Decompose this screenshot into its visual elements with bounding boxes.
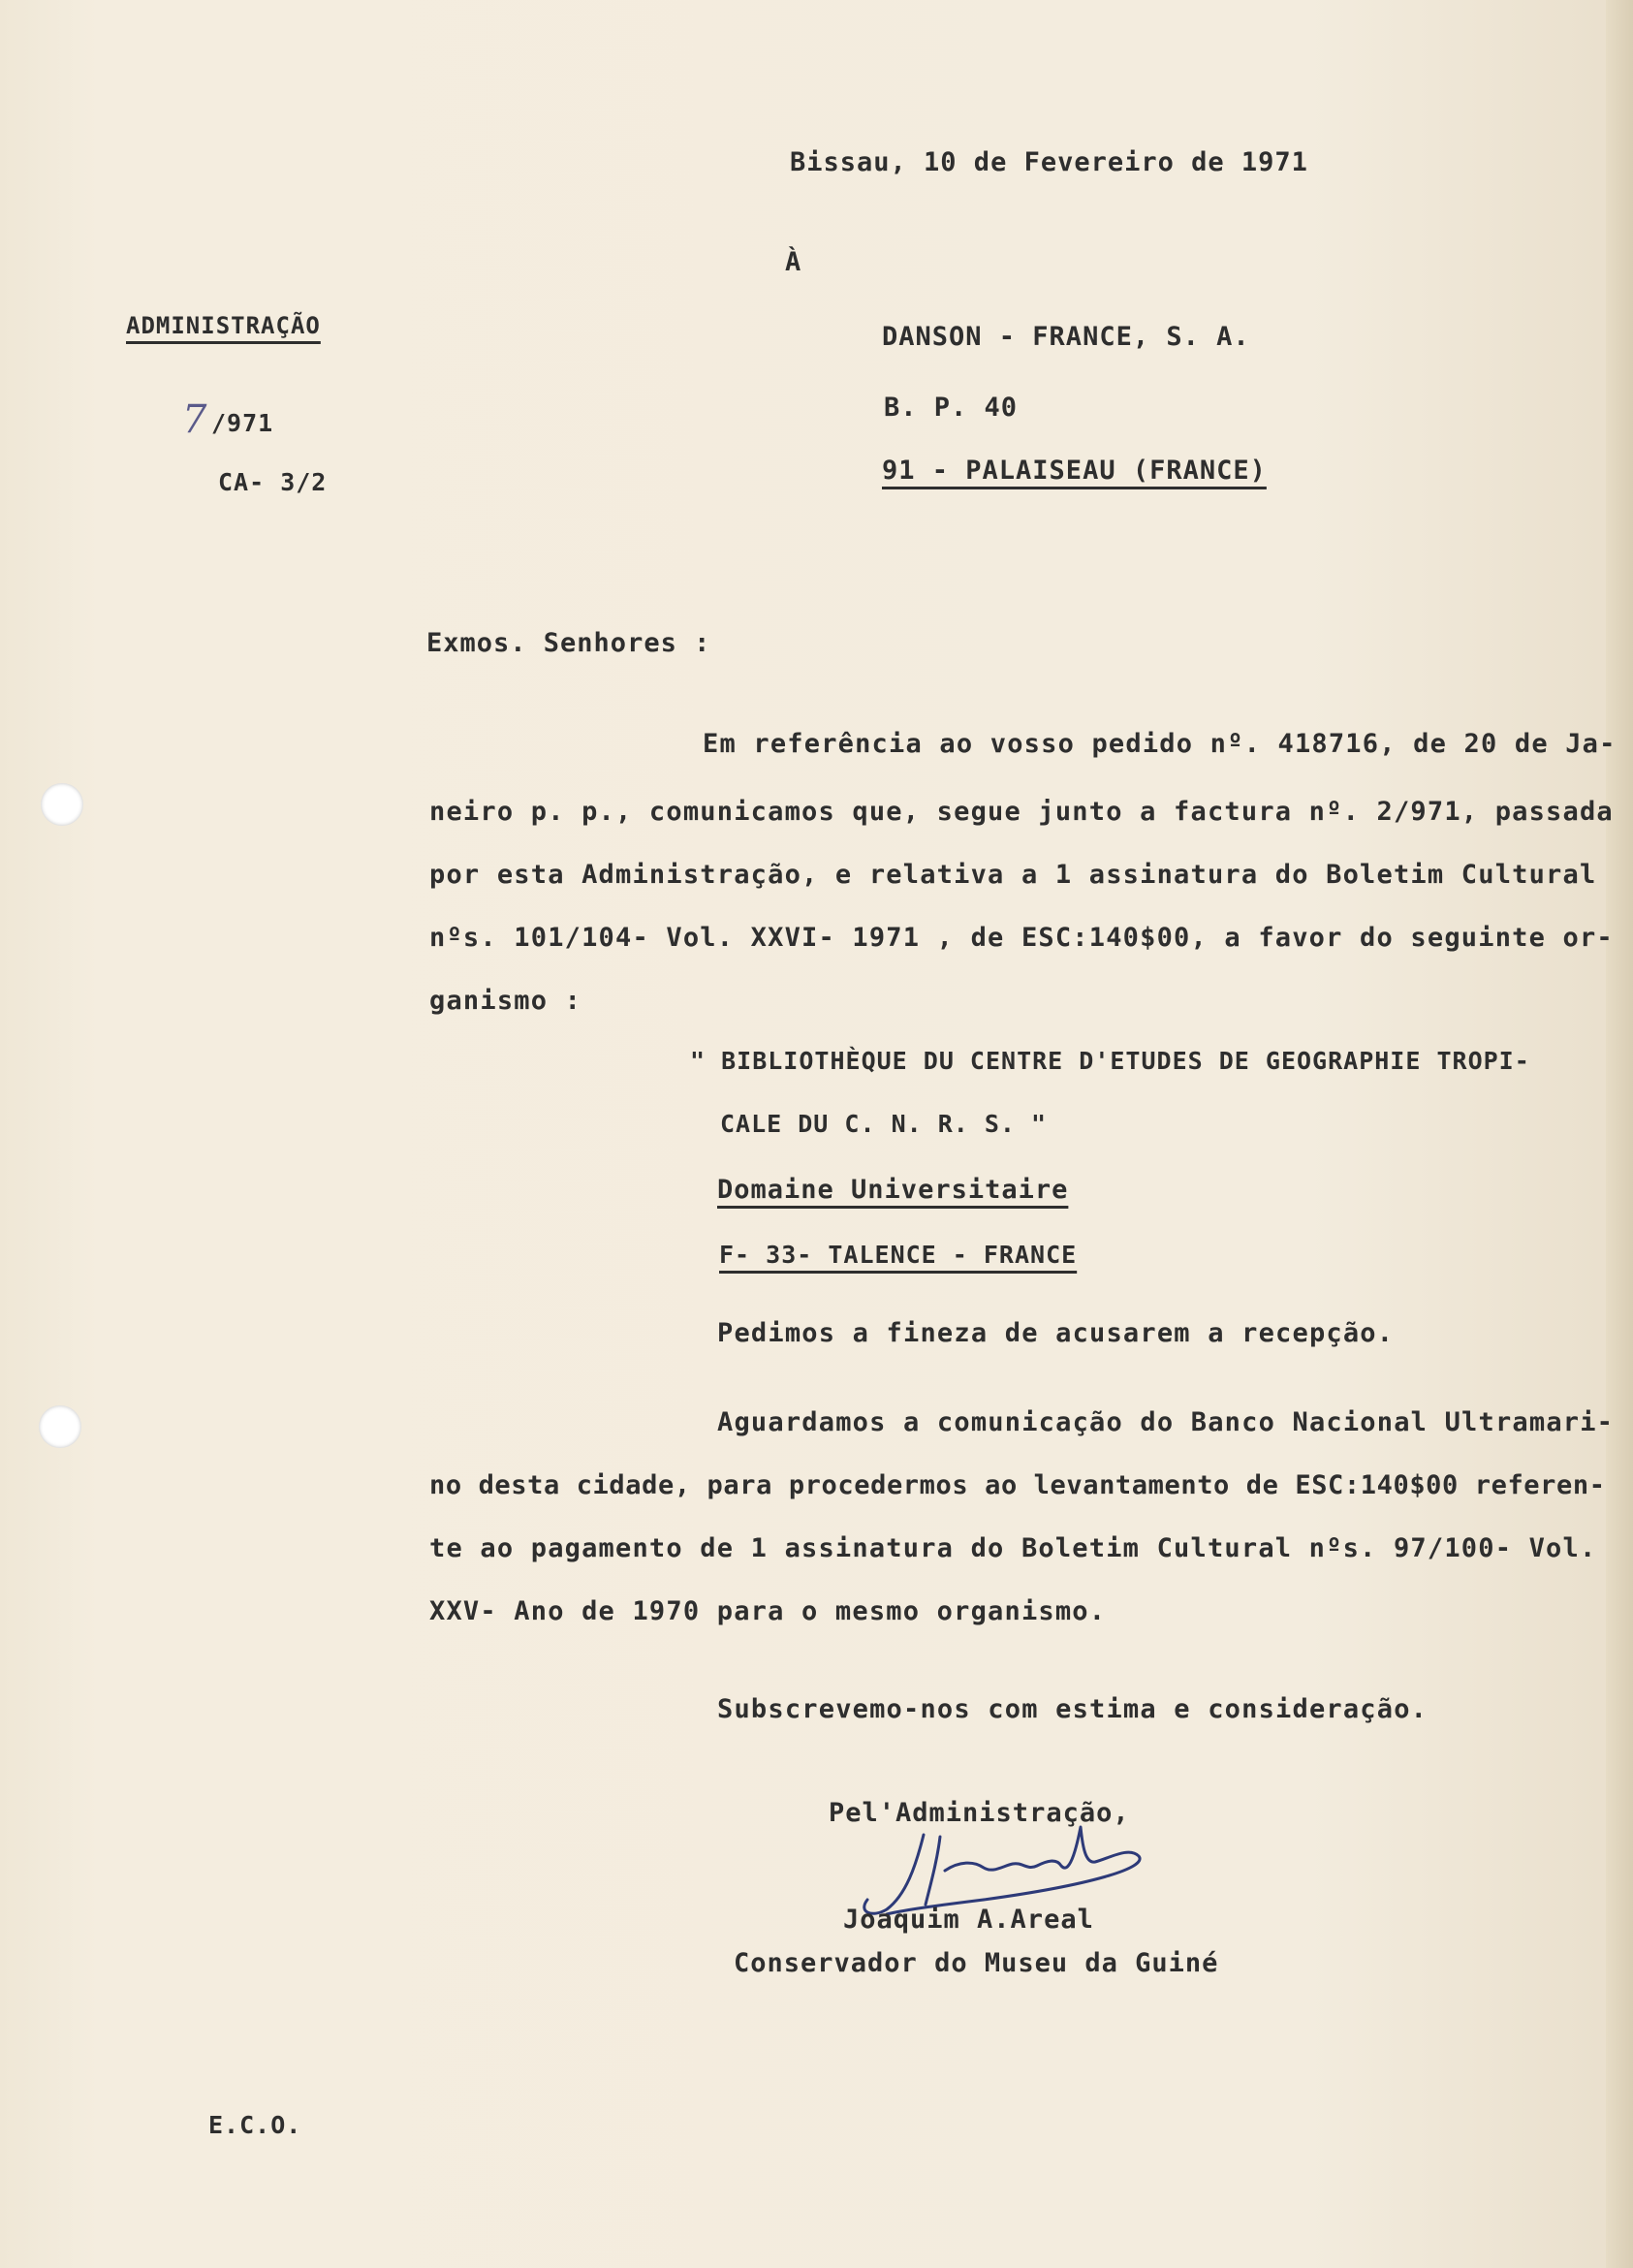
paragraph3-line: te ao pagamento de 1 assinatura do Boletim Cultural nºs. 97/100- Vol. [429, 1533, 1597, 1563]
paragraph3-line: no desta cidade, para procedermos ao levantamento de ESC:140$00 referen- [429, 1470, 1606, 1500]
page-edge [1606, 0, 1633, 2268]
punch-hole-top [41, 783, 83, 826]
recipient-name: DANSON - FRANCE, S. A. [882, 322, 1250, 352]
ref-handwritten: 7 [182, 397, 208, 442]
ref-code: CA- 3/2 [218, 468, 328, 496]
paragraph1-line: ganismo : [429, 986, 582, 1016]
on-behalf: Pel'Administração, [829, 1798, 1130, 1828]
to-marker: À [785, 247, 802, 277]
paragraph3-line: XXV- Ano de 1970 para o mesmo organismo. [429, 1596, 1107, 1626]
ref-number: /971 [211, 409, 274, 437]
organism-line: " BIBLIOTHÈQUE DU CENTRE D'ETUDES DE GEOGRAPHIE TROPI- [690, 1047, 1530, 1075]
date-line: Bissau, 10 de Fevereiro de 1971 [790, 147, 1308, 177]
paragraph1-line: neiro p. p., comunicamos que, segue junto a factura nº. 2/971, passada [429, 797, 1614, 827]
paragraph3-line: Aguardamos a comunicação do Banco Nacional Ultramari- [717, 1407, 1615, 1437]
paragraph1-line: nºs. 101/104- Vol. XXVI- 1971 , de ESC:140$00, a favor do seguinte or- [429, 923, 1614, 953]
organism-address-line: Domaine Universitaire [717, 1175, 1069, 1205]
salutation: Exmos. Senhores : [426, 628, 711, 658]
recipient-po-box: B. P. 40 [884, 393, 1019, 423]
footer-initials: E.C.O. [208, 2111, 302, 2139]
closing: Subscrevemo-nos com estima e consideração. [717, 1694, 1429, 1724]
organism-line: CALE DU C. N. R. S. " [720, 1110, 1048, 1138]
organism-address-line: F- 33- TALENCE - FRANCE [719, 1241, 1078, 1269]
recipient-city: 91 - PALAISEAU (FRANCE) [882, 456, 1267, 486]
punch-hole-bottom [39, 1405, 81, 1448]
department-label: ADMINISTRAÇÃO [126, 312, 321, 339]
paragraph1-line: por esta Administração, e relativa a 1 assinatura do Boletim Cultural [429, 860, 1597, 890]
paragraph1-line: Em referência ao vosso pedido nº. 418716, de 20 de Ja- [703, 729, 1617, 759]
paragraph2: Pedimos a fineza de acusarem a recepção. [717, 1318, 1395, 1348]
signer-name: Joaquim A.Areal [843, 1905, 1094, 1935]
signer-title: Conservador do Museu da Guiné [734, 1948, 1219, 1978]
